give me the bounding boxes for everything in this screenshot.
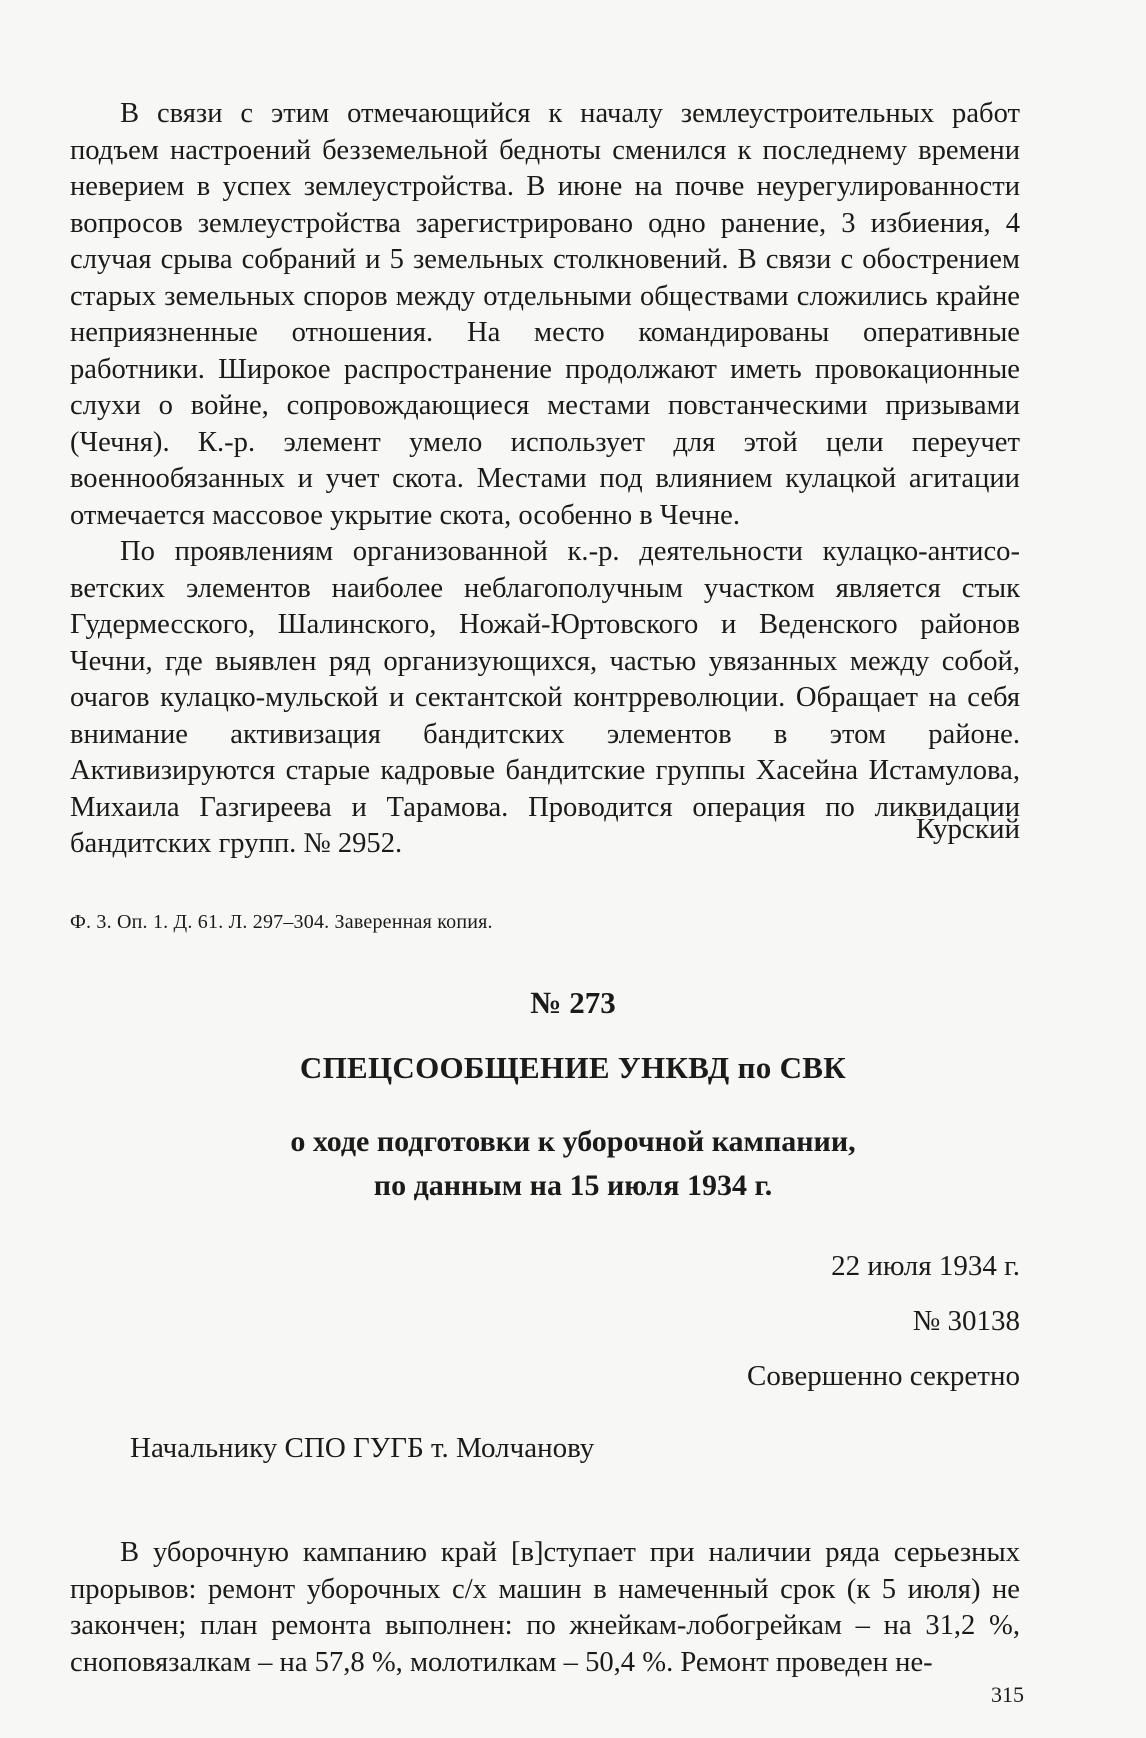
signature: Курский xyxy=(915,813,1020,845)
document-subtitle xyxy=(0,1120,1146,1208)
paragraph: По проявлениям организованной к.-р. деятельности кулацко-антисоветских элементов наиболее неблагополучным участком является стык Гудермесского, Шалинского, Ножай-Юртовского и Веденского районов Чечни, где выявлен ряд организующихся, частью увязанных между собой, очагов кулацко-мульской и сектантской контрреволюции. Обращает на себя внимание активизация бандитских элементов в этом районе. Активизируются старые кадровые бандитские группы Хасейна Истамулова, Михаила Газгиреева и Тарамова. Проводится операция по ликвидации бандитских групп. № 2952. xyxy=(70,536,1020,859)
paragraph: В связи с этим отмечающийся к началу землеустроительных работ подъем настроений безземельной бедноты сменился к последнему времени неверием в успех землеустройства. В июне на почве неурегулированности вопросов землеустройства зарегистрировано одно ранение, 3 избиения, 4 случая срыва собраний и 5 земельных столкновений. В связи с обострением старых земельных споров между отдельными обществами сложились крайне неприязненные отношения. На место командированы оперативные работники. Широкое распространение продолжают иметь провокационные слухи о войне, сопровождающиеся местами повстанческими призывами (Чечня). К.-р. элемент умело использует для этой цели переучет военнообязанных и учет скота. Местами под влиянием кулацкой агитации отмечается массовое укрытие скота, особенно в Чечне. xyxy=(70,98,1020,531)
document-date: 22 июля 1934 г. xyxy=(831,1250,1020,1282)
archival-source-note: Ф. 3. Оп. 1. Д. 61. Л. 297–304. Заверенная копия. xyxy=(70,911,493,933)
body-text-bottom xyxy=(70,1535,1020,1681)
paragraph: В уборочную кампанию край [в]ступает при наличии ряда серьезных прорывов: ремонт уборочных с/х машин в намеченный срок (к 5 июля) не закончен; план ремонта выполнен: по жнейкам-лобогрейкам – на 31,2 %, сноповязалкам – на 57,8 %, молотилкам – 50,4 %. Ремонт проведен не- xyxy=(70,1537,1020,1678)
registration-number: № 30138 xyxy=(912,1305,1020,1337)
page-number: 315 xyxy=(991,1682,1024,1707)
addressee: Начальнику СПО ГУГБ т. Молчанову xyxy=(130,1432,595,1464)
document-title: СПЕЦСООБЩЕНИЕ УНКВД по СВК xyxy=(299,1050,847,1085)
classification-stamp: Совершенно секретно xyxy=(747,1360,1020,1392)
document-number: № 273 xyxy=(530,985,616,1020)
subtitle-line: о ходе подготовки к уборочной кампании, xyxy=(290,1125,856,1158)
body-text-top xyxy=(70,96,1020,863)
subtitle-line: по данным на 15 июля 1934 г. xyxy=(373,1169,773,1202)
